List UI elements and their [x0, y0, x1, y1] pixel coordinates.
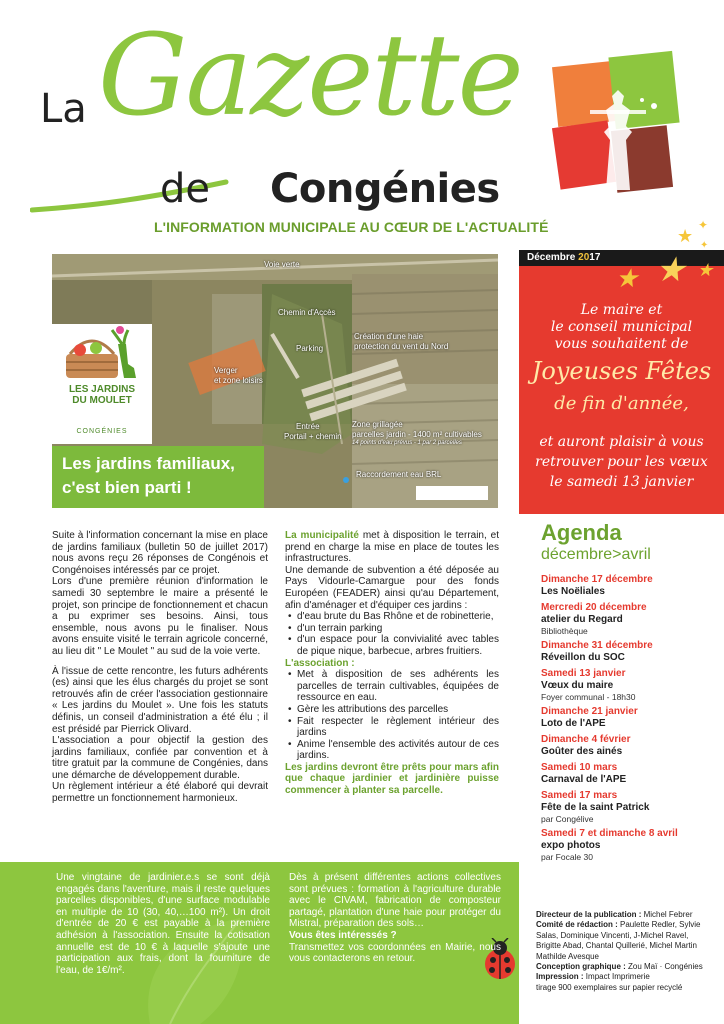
article-title — [52, 446, 264, 508]
label-entree-2: Portail + chemin — [284, 432, 342, 441]
agenda-date: Samedi 7 et dimanche 8 avril — [541, 828, 678, 839]
article-column-1 — [52, 530, 268, 805]
article-column-2 — [285, 530, 499, 797]
credit-label: Comité de rédaction : — [536, 920, 618, 930]
agenda-item — [541, 828, 711, 862]
paragraph — [285, 530, 499, 565]
jardins-logo-line: LES JARDINS — [68, 384, 136, 395]
equipment-list — [285, 611, 499, 657]
monument-icon — [570, 70, 660, 190]
list-item: • d'un terrain parking — [297, 623, 499, 635]
credit-line — [536, 962, 714, 972]
agenda-event: expo photos — [541, 840, 601, 851]
association-heading: L'association : — [285, 657, 355, 669]
agenda-item — [541, 640, 711, 664]
label-parking: Parking — [296, 344, 324, 353]
agenda-date: Dimanche 17 décembre — [541, 574, 653, 585]
greetings-line: Le maire et — [580, 302, 663, 318]
agenda-event: Carnaval de l'APE — [541, 774, 627, 785]
masthead-gazette: Gazette — [98, 11, 522, 141]
agenda-detail: par Congélive — [541, 814, 594, 824]
paragraph: Une demande de subvention a été déposée au Pays Vidourle-Camargue pour des fonds Européen (FEADER) ainsi qu'au Département, afin d'aménager et d'équiper ces jardins : — [285, 564, 499, 611]
agenda-item — [541, 790, 711, 824]
masthead-congenies: Congénies — [270, 166, 500, 212]
band-question: Vous êtes intéressés ? — [289, 929, 397, 941]
agenda-event: Vœux du maire — [541, 680, 614, 691]
jardins-du-moulet-logo — [52, 324, 152, 444]
credit-value: Impact Imprimerie — [583, 972, 650, 982]
jardins-logo-line: DU MOULET — [72, 395, 132, 406]
greetings-line: vous souhaitent de — [554, 336, 689, 352]
municipalite-text: met à disposition le terrain, et prend en charge la mise en place de toutes les infrastructures. — [285, 530, 500, 565]
agenda-item — [541, 762, 711, 786]
municipalite-lead: La municipalité — [285, 530, 359, 541]
credit-value: Michel Febrer — [641, 910, 693, 919]
credit-value: Paulette Redler, Sylvie Salas, Dominique Vincenti, J-Michel Ravel, Brigitte Abad, Chantal Quillerié, Michel Martin Mathilde Avesque — [536, 920, 701, 961]
masthead-la: La — [40, 86, 87, 132]
paragraph: Dès à présent différentes actions collectives sont prévues : formation à l'agriculture durable avec le CIVAM, fabrication de composteur partagé, plantation d'une haie pour protéger du Mistral, préparation des sols… — [289, 872, 501, 930]
paragraph: Suite à l'information concernant la mise en place de jardins familiaux (bulletin 50 de juillet 2017) nous avons reçu 26 réponses de Congénois et Congénoises intéressés par ce projet. — [52, 530, 268, 576]
label-creation-haie-2: protection du vent du Nord — [354, 342, 449, 351]
label-creation-haie-1: Création d'une haie — [354, 332, 424, 341]
agenda-detail: Bibliothèque — [541, 626, 588, 636]
greetings-fin-annee: de fin d'année, — [554, 393, 689, 414]
credit-line: tirage 900 exemplaires sur papier recyclé — [536, 982, 683, 992]
label-verger-2: et zone loisirs — [214, 376, 263, 385]
agenda-event: Goûter des ainés — [541, 746, 623, 757]
paragraph: L'association a pour objectif la gestion des jardins familiaux, confiée par convention et à titre gratuit par la commune de Congénies, dans une démarche de développement durable. — [52, 735, 268, 781]
agenda-event: Fête de la saint Patrick — [541, 802, 650, 813]
jardins-logo-city: CONGÉNIES — [76, 428, 128, 435]
agenda-date: Dimanche 31 décembre — [541, 640, 653, 651]
star-icon: ★ — [697, 260, 714, 281]
association-list — [285, 669, 499, 762]
paragraph: Un règlement intérieur a été élaboré qui devrait permettre un fonctionnement harmonieux. — [52, 781, 268, 805]
greetings-line: le conseil municipal — [550, 319, 693, 335]
agenda-detail: par Focale 30 — [541, 852, 593, 862]
star-icon: ★ — [615, 264, 639, 294]
list-item: • d'eau brute du Bas Rhône et de robinetterie, — [297, 611, 499, 623]
label-verger-1: Verger — [214, 366, 238, 375]
agenda-date: Dimanche 4 février — [541, 734, 631, 745]
list-item: • Gère les attributions des parcelles — [297, 704, 499, 716]
credit-label: Directeur de la publication : — [536, 910, 642, 919]
greetings-line: et auront plaisir à vous — [539, 434, 704, 450]
star-icon: ✦ — [700, 240, 709, 251]
list-item: • Anime l'ensemble des activités autour de ces jardins. — [297, 739, 499, 762]
agenda-detail: Foyer communal - 18h30 — [541, 692, 636, 702]
credit-line — [536, 920, 714, 962]
label-zone-3: 14 points d'eau prévus - 1 par 2 parcelles — [352, 440, 462, 446]
greetings-line: retrouver pour les vœux — [535, 454, 708, 470]
label-chemin-acces: Chemin d'Accès — [278, 308, 336, 317]
paragraph: À l'issue de cette rencontre, les futurs adhérents (es) ainsi que les élus chargés du projet se sont retrouvés afin de créer l'association gestionnaire « Les jardins du Moulet ». Une fois les statuts définis, un conseil d'administration a été élu ; il est présidé par Pierrick Olivard. — [52, 665, 268, 735]
masthead-tagline: L'INFORMATION MUNICIPALE AU CŒUR DE L'ACTUALITÉ — [154, 219, 549, 235]
credit-label: Impression : — [536, 972, 584, 982]
paragraph: Lors d'une première réunion d'information le samedi 30 septembre le maire a présenté le projet, son principe de fonctionnement et chacun a pu exprimer ses besoins. Ainsi, tous ensemble, nous avons pu le finaliser. Nous avons ensuite visité le terrain agricole concerné, au lieu dit " Le Moulet " au sud de la voie verte. — [52, 576, 268, 657]
agenda-subtitle: décembre>avril — [541, 546, 651, 563]
agenda-event: Loto de l'APE — [541, 718, 606, 729]
garden-basket-icon — [52, 324, 152, 384]
paragraph: Transmettez vos coordonnées en Mairie, nous vous contacterons en retour. — [289, 941, 501, 965]
agenda-item — [541, 574, 711, 598]
credit-line — [536, 972, 714, 982]
label-raccordement: Raccordement eau BRL — [356, 470, 442, 479]
greetings-outro — [519, 432, 724, 492]
greetings-line: le samedi 13 janvier — [549, 474, 694, 490]
agenda-title: Agenda — [541, 520, 622, 545]
label-zone-1: Zone grillagée — [352, 420, 403, 429]
agenda-date: Dimanche 21 janvier — [541, 706, 638, 717]
article-title-line: Les jardins familiaux, — [62, 454, 235, 473]
agenda-item — [541, 734, 711, 758]
issue-month: Décembre — [527, 252, 576, 263]
greetings-joyeuses-fetes: Joyeuses Fêtes — [531, 357, 712, 385]
agenda-event: atelier du Regard — [541, 614, 623, 625]
issue-year-suffix: 17 — [589, 252, 601, 263]
agenda-date: Samedi 17 mars — [541, 790, 618, 801]
agenda-date: Mercredi 20 décembre — [541, 602, 647, 613]
list-item: • Fait respecter le règlement intérieur des jardins — [297, 716, 499, 739]
credit-label: Conception graphique : — [536, 962, 626, 972]
agenda-item — [541, 668, 711, 702]
band-column-1: Une vingtaine de jardinier.e.s se sont déjà engagés dans l'aventure, mais il reste quelques parcelles disponibles, d'une surface modulable en multiple de 10 (30, 40,…100 m²). Un droit d'entrée de 20 € est payable à la première adhésion à l'association. Ensuite la cotisation annuelle est de 10 € à laquelle s'ajoute une participation aux frais, dont la fourniture de l'eau, de 1€/m². — [56, 872, 270, 976]
agenda-date: Samedi 10 mars — [541, 762, 618, 773]
star-icon: ★ — [677, 226, 694, 246]
issue-year-prefix: 20 — [578, 252, 590, 263]
agenda-list — [541, 574, 711, 866]
label-voie-verte: Voie verte — [264, 260, 300, 269]
agenda-item — [541, 706, 711, 730]
greetings-intro — [519, 302, 724, 353]
jardins-logo-title — [52, 384, 152, 406]
agenda-item — [541, 602, 711, 636]
credit-value: Zou Maï · Congénies — [625, 962, 703, 972]
masthead-de: de — [160, 166, 210, 212]
agenda-date: Samedi 13 janvier — [541, 668, 626, 679]
label-entree-1: Entrée — [296, 422, 320, 431]
final-note: Les jardins devront être prêts pour mars afin que chaque jardinier et jardinière puisse commencer à planter sa parcelle. — [285, 761, 499, 797]
credit-line — [536, 910, 714, 920]
band-column-2 — [289, 872, 501, 965]
agenda-event: Réveillon du SOC — [541, 652, 625, 663]
star-icon: ✦ — [698, 218, 709, 232]
label-zone-2: parcelles jardin - 1400 m² cultivables — [352, 430, 482, 439]
star-icon: ★ — [655, 250, 686, 290]
publication-credits — [536, 910, 714, 993]
agenda-event: Les Noëliales — [541, 586, 605, 597]
list-item: • d'un espace pour la convivialité avec tables de pique nique, barbecue, arbres fruitiers. — [297, 634, 499, 657]
article-title-line: c'est bien parti ! — [62, 478, 192, 497]
list-item: • Met à disposition de ses adhérents les parcelles de terrain cultivables, équipées de ressource en eau. — [297, 669, 499, 704]
